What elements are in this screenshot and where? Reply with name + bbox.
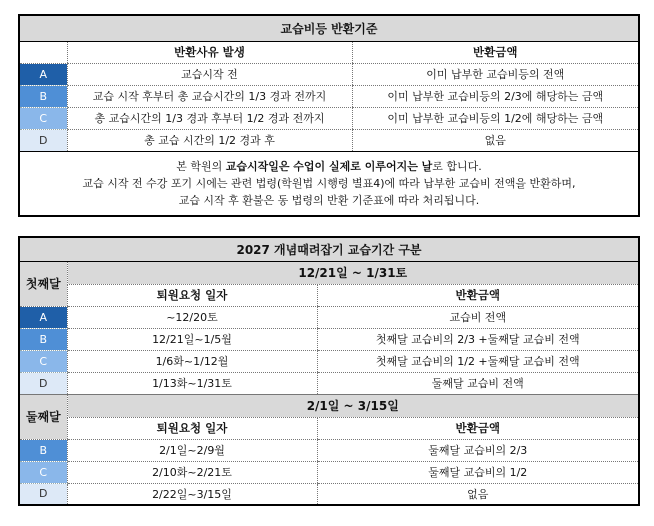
- month1-range: 12/21일 ~ 1/31토: [67, 261, 639, 284]
- table-row: [19, 85, 639, 107]
- grade-label: D: [19, 372, 67, 394]
- grade-label: D: [19, 483, 67, 505]
- amount-cell: 둘째달 교습비의 2/3: [317, 439, 639, 461]
- table-row: [19, 483, 639, 505]
- grade-label: B: [19, 439, 67, 461]
- reason-cell: 교습 시작 후부터 총 교습시간의 1/3 경과 전까지: [67, 85, 352, 107]
- amount-cell: 둘째달 교습비 전액: [317, 372, 639, 394]
- table-row: [19, 129, 639, 151]
- amount-cell: 교습비 전액: [317, 306, 639, 328]
- date-cell: 2/10화~2/21토: [67, 461, 317, 483]
- table-row: [19, 461, 639, 483]
- table-row: [19, 350, 639, 372]
- period-table-title: 2027 개념때려잡기 교습기간 구분: [19, 237, 639, 261]
- note-line-2: 교습 시작 전 수강 포기 시에는 관련 법령(학원법 시행령 별표4)에 따라 납부한 교습비 전액을 반환하며,: [82, 176, 576, 190]
- note-line-3: 교습 시작 후 환불은 동 법령의 반환 기준표에 따라 처리됩니다.: [178, 193, 480, 207]
- col-header-reason: 반환사유 발생: [67, 41, 352, 63]
- date-cell: 2/1일~2/9월: [67, 439, 317, 461]
- col-header-date: 퇴원요청 일자: [67, 284, 317, 306]
- header-blank: [19, 41, 67, 63]
- month1-label: 첫째달: [19, 261, 67, 306]
- grade-label: C: [19, 107, 67, 129]
- month2-label: 둘째달: [19, 394, 67, 439]
- col-header-amount: 반환금액: [317, 284, 639, 306]
- table-row: [19, 107, 639, 129]
- col-header-amount: 반환금액: [317, 417, 639, 439]
- grade-label: A: [19, 306, 67, 328]
- amount-cell: 둘째달 교습비의 1/2: [317, 461, 639, 483]
- refund-table-title: 교습비등 반환기준: [19, 15, 639, 41]
- grade-label: A: [19, 63, 67, 85]
- amount-cell: 이미 납부한 교습비등의 1/2에 해당하는 금액: [352, 107, 639, 129]
- grade-label: C: [19, 350, 67, 372]
- grade-label: D: [19, 129, 67, 151]
- reason-cell: 교습시작 전: [67, 63, 352, 85]
- refund-note: [19, 151, 639, 216]
- grade-label: C: [19, 461, 67, 483]
- table-row: [19, 306, 639, 328]
- table-row: [19, 372, 639, 394]
- col-header-amount: 반환금액: [352, 41, 639, 63]
- amount-cell: 이미 납부한 교습비등의 전액: [352, 63, 639, 85]
- amount-cell: 없음: [317, 483, 639, 505]
- col-header-date: 퇴원요청 일자: [67, 417, 317, 439]
- reason-cell: 총 교습시간의 1/3 경과 후부터 1/2 경과 전까지: [67, 107, 352, 129]
- grade-label: B: [19, 85, 67, 107]
- date-cell: 2/22일~3/15일: [67, 483, 317, 505]
- reason-cell: 총 교습 시간의 1/2 경과 후: [67, 129, 352, 151]
- note-line-1: 본 학원의 교습시작일은 수업이 실제로 이루어지는 날로 합니다.: [176, 159, 482, 173]
- table-row: [19, 439, 639, 461]
- table-row: [19, 328, 639, 350]
- period-table: [18, 236, 640, 506]
- refund-criteria-table: [18, 14, 640, 217]
- grade-label: B: [19, 328, 67, 350]
- note-emphasis: 교습시작일은 수업이 실제로 이루어지는 날: [225, 159, 433, 173]
- date-cell: 1/13화~1/31토: [67, 372, 317, 394]
- table-row: [19, 63, 639, 85]
- date-cell: 12/21일~1/5월: [67, 328, 317, 350]
- date-cell: 1/6화~1/12월: [67, 350, 317, 372]
- amount-cell: 이미 납부한 교습비등의 2/3에 해당하는 금액: [352, 85, 639, 107]
- month2-range: 2/1일 ~ 3/15일: [67, 394, 639, 417]
- amount-cell: 첫째달 교습비의 1/2 +둘째달 교습비 전액: [317, 350, 639, 372]
- amount-cell: 없음: [352, 129, 639, 151]
- date-cell: ~12/20토: [67, 306, 317, 328]
- amount-cell: 첫째달 교습비의 2/3 +둘째달 교습비 전액: [317, 328, 639, 350]
